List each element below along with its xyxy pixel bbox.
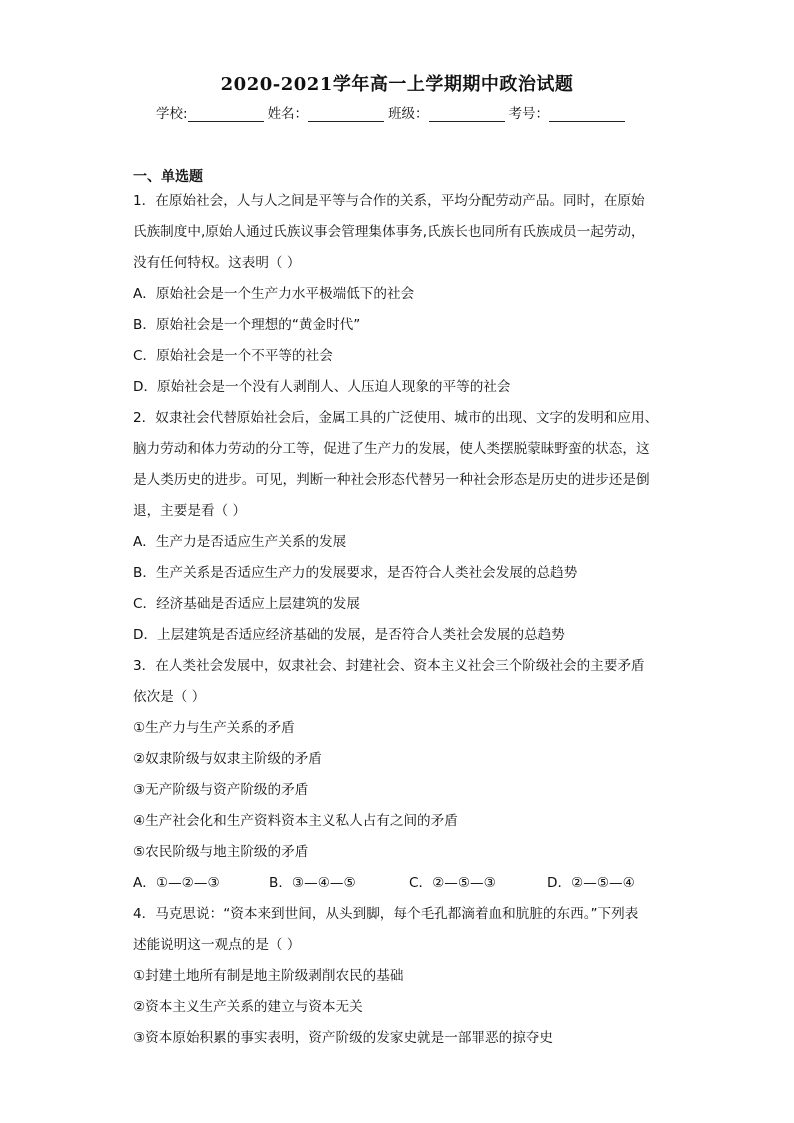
- option-a: A．①—②—③: [133, 875, 220, 891]
- option-c: C．原始社会是一个不平等的社会: [133, 348, 333, 364]
- option-b: B．原始社会是一个理想的“黄金时代”: [133, 317, 361, 333]
- question-4: [133, 903, 663, 1058]
- statement-item: ③无产阶级与资产阶级的矛盾: [133, 782, 309, 798]
- exam-no-blank: [549, 107, 625, 122]
- option-d: D．上层建筑是否适应经济基础的发展，是否符合人类社会发展的总趋势: [133, 627, 565, 643]
- option-c: C．②—⑤—③: [409, 875, 496, 891]
- question-stem-line: 2．奴隶社会代替原始社会后，金属工具的广泛使用、城市的出现、文字的发明和应用、: [133, 410, 659, 426]
- statement-item: ②资本主义生产关系的建立与资本无关: [133, 999, 363, 1015]
- option-b: B．生产关系是否适应生产力的发展要求，是否符合人类社会发展的总趋势: [133, 565, 578, 581]
- question-stem-line: 退，主要是看（ ）: [133, 503, 247, 519]
- class-label: 班级：: [388, 106, 429, 122]
- question-1: [133, 190, 663, 407]
- question-stem-line: 4．马克思说：“资本来到世间，从头到脚，每个毛孔都滴着血和肮脏的东西。”下列表: [133, 906, 639, 922]
- statement-item: ②奴隶阶级与奴隶主阶级的矛盾: [133, 751, 322, 767]
- option-a: A．原始社会是一个生产力水平极端低下的社会: [133, 286, 415, 302]
- option-d: D．②—⑤—④: [547, 875, 635, 891]
- option-b: B．③—④—⑤: [269, 875, 356, 891]
- question-stem-line: 氏族制度中,原始人通过氏族议事会管理集体事务,氏族长也同所有氏族成员一起劳动，: [133, 224, 645, 240]
- question-stem-line: 没有任何特权。这表明（ ）: [133, 255, 301, 271]
- statement-item: ④生产社会化和生产资料资本主义私人占有之间的矛盾: [133, 813, 458, 829]
- statement-item: ⑤农民阶级与地主阶级的矛盾: [133, 844, 309, 860]
- name-label: 姓名：: [267, 106, 309, 122]
- exam-no-label: 考号：: [508, 106, 550, 122]
- question-stem-line: 3．在人类社会发展中，奴隶社会、封建社会、资本主义社会三个阶级社会的主要矛盾: [133, 658, 645, 674]
- option-c: C．经济基础是否适应上层建筑的发展: [133, 596, 360, 612]
- question-3: [133, 655, 663, 903]
- question-stem-line: 依次是（ ）: [133, 689, 206, 705]
- statement-item: ①封建土地所有制是地主阶级剥削农民的基础: [133, 968, 404, 984]
- school-label: 学校:: [156, 106, 188, 122]
- question-stem-line: 述能说明这一观点的是（ ）: [133, 937, 301, 953]
- page-title: 2020-2021学年高一上学期期中政治试题: [220, 74, 574, 95]
- section-title: 一、单选题: [133, 169, 203, 185]
- option-a: A．生产力是否适应生产关系的发展: [133, 534, 347, 550]
- question-stem-line: 1．在原始社会，人与人之间是平等与合作的关系，平均分配劳动产品。同时，在原始: [133, 193, 645, 209]
- question-stem-line: 是人类历史的进步。可见，判断一种社会形态代替另一种社会形态是历史的进步还是倒: [133, 472, 650, 488]
- statement-item: ③资本原始积累的事实表明，资产阶级的发家史就是一部罪恶的掠夺史: [133, 1030, 553, 1046]
- options-row: [133, 872, 663, 903]
- questions-content: [133, 190, 663, 1058]
- student-info-row: [156, 102, 676, 122]
- name-blank: [308, 107, 384, 122]
- question-2: [133, 407, 663, 655]
- question-stem-line: 脑力劳动和体力劳动的分工等，促进了生产力的发展，使人类摆脱蒙昧野蛮的状态，这: [133, 441, 650, 457]
- statement-item: ①生产力与生产关系的矛盾: [133, 720, 295, 736]
- school-blank: [188, 107, 264, 122]
- class-blank: [429, 107, 505, 122]
- option-d: D．原始社会是一个没有人剥削人、人压迫人现象的平等的社会: [133, 379, 511, 395]
